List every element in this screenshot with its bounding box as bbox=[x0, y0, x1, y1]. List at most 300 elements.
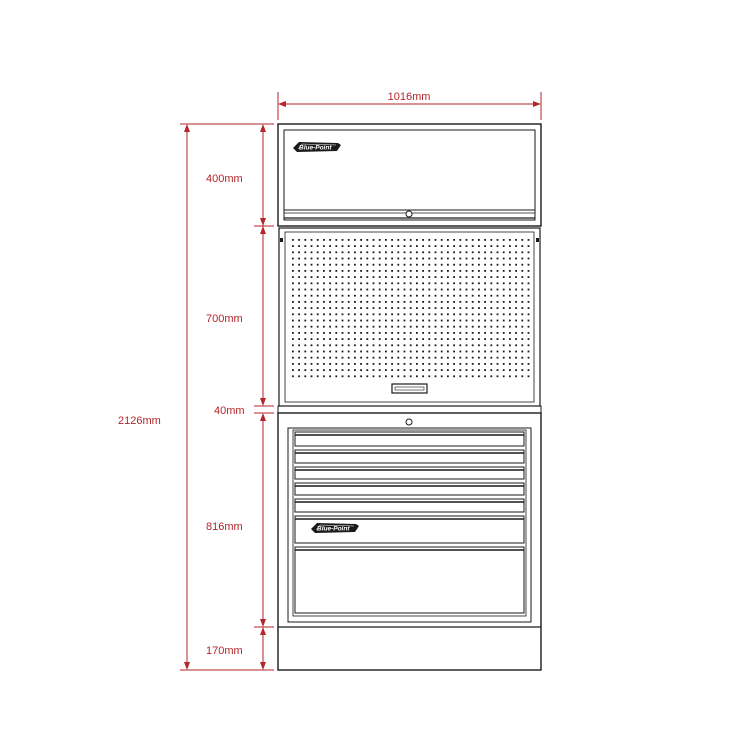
peg-hole bbox=[335, 245, 337, 247]
peg-hole bbox=[342, 289, 344, 291]
width-label: 1016mm bbox=[387, 91, 431, 103]
peg-hole bbox=[323, 375, 325, 377]
peg-hole bbox=[342, 363, 344, 365]
peg-hole bbox=[528, 245, 530, 247]
total-height-dimension bbox=[118, 124, 274, 670]
peg-hole bbox=[379, 282, 381, 284]
peg-hole bbox=[304, 313, 306, 315]
peg-hole bbox=[509, 295, 511, 297]
peg-hole bbox=[521, 338, 523, 340]
peg-hole bbox=[435, 363, 437, 365]
peg-hole bbox=[497, 289, 499, 291]
peg-hole bbox=[515, 344, 517, 346]
peg-hole bbox=[503, 251, 505, 253]
peg-hole bbox=[329, 326, 331, 328]
peg-hole bbox=[459, 301, 461, 303]
peg-hole bbox=[354, 307, 356, 309]
peg-hole bbox=[422, 245, 424, 247]
peg-hole bbox=[354, 264, 356, 266]
peg-hole bbox=[311, 338, 313, 340]
peg-hole bbox=[441, 338, 443, 340]
peg-hole bbox=[441, 332, 443, 334]
peg-hole bbox=[484, 351, 486, 353]
segment-label-top-cabinet: 400mm bbox=[206, 173, 243, 185]
peg-hole bbox=[298, 326, 300, 328]
peg-hole bbox=[521, 313, 523, 315]
peg-hole bbox=[391, 301, 393, 303]
peg-hole bbox=[323, 326, 325, 328]
peg-hole bbox=[459, 351, 461, 353]
peg-hole bbox=[441, 264, 443, 266]
peg-hole bbox=[360, 313, 362, 315]
peg-hole bbox=[373, 245, 375, 247]
peg-hole bbox=[404, 270, 406, 272]
peg-hole bbox=[348, 351, 350, 353]
peg-hole bbox=[366, 251, 368, 253]
peg-hole bbox=[472, 251, 474, 253]
peg-hole bbox=[335, 320, 337, 322]
peg-hole bbox=[490, 307, 492, 309]
peg-hole bbox=[366, 307, 368, 309]
peg-hole bbox=[515, 375, 517, 377]
peg-hole bbox=[373, 351, 375, 353]
peg-hole bbox=[428, 251, 430, 253]
peg-hole bbox=[410, 245, 412, 247]
peg-hole bbox=[441, 320, 443, 322]
peg-hole bbox=[466, 320, 468, 322]
peg-hole bbox=[478, 258, 480, 260]
drawer[interactable] bbox=[295, 432, 524, 446]
peg-hole bbox=[391, 351, 393, 353]
peg-hole bbox=[466, 282, 468, 284]
peg-hole bbox=[292, 357, 294, 359]
peg-hole bbox=[428, 276, 430, 278]
peg-hole bbox=[428, 282, 430, 284]
peg-hole bbox=[515, 301, 517, 303]
peg-hole bbox=[528, 363, 530, 365]
peg-hole bbox=[447, 276, 449, 278]
peg-hole bbox=[317, 270, 319, 272]
peg-hole bbox=[478, 295, 480, 297]
peg-hole bbox=[453, 313, 455, 315]
peg-hole bbox=[472, 326, 474, 328]
peg-hole bbox=[453, 351, 455, 353]
peg-hole bbox=[515, 276, 517, 278]
peg-hole bbox=[472, 289, 474, 291]
peg-hole bbox=[459, 239, 461, 241]
peg-hole bbox=[478, 351, 480, 353]
peg-hole bbox=[323, 320, 325, 322]
peg-hole bbox=[348, 313, 350, 315]
peg-hole bbox=[385, 301, 387, 303]
peg-hole bbox=[342, 338, 344, 340]
peg-hole bbox=[435, 239, 437, 241]
peg-hole bbox=[422, 289, 424, 291]
peg-hole bbox=[410, 276, 412, 278]
peg-hole bbox=[416, 313, 418, 315]
drawer[interactable] bbox=[295, 467, 524, 479]
peg-hole bbox=[397, 332, 399, 334]
peg-hole bbox=[354, 270, 356, 272]
peg-hole bbox=[497, 375, 499, 377]
peg-hole bbox=[335, 344, 337, 346]
peg-hole bbox=[379, 239, 381, 241]
peg-hole bbox=[317, 357, 319, 359]
peg-hole bbox=[497, 251, 499, 253]
peg-hole bbox=[397, 313, 399, 315]
peg-hole bbox=[503, 351, 505, 353]
peg-hole bbox=[478, 307, 480, 309]
peg-hole bbox=[447, 363, 449, 365]
peg-hole bbox=[298, 258, 300, 260]
peg-hole bbox=[335, 251, 337, 253]
peg-hole bbox=[342, 326, 344, 328]
peg-hole bbox=[311, 239, 313, 241]
peg-hole bbox=[373, 270, 375, 272]
peg-hole bbox=[466, 251, 468, 253]
peg-hole bbox=[478, 245, 480, 247]
peg-hole bbox=[509, 301, 511, 303]
peg-hole bbox=[497, 326, 499, 328]
peg-hole bbox=[503, 276, 505, 278]
logo-text: Blue-Point bbox=[299, 144, 332, 152]
peg-hole bbox=[354, 313, 356, 315]
peg-hole bbox=[466, 338, 468, 340]
peg-hole bbox=[391, 282, 393, 284]
peg-hole bbox=[335, 357, 337, 359]
peg-hole bbox=[472, 369, 474, 371]
peg-hole bbox=[373, 282, 375, 284]
peg-hole bbox=[497, 357, 499, 359]
peg-hole bbox=[428, 264, 430, 266]
peg-hole bbox=[342, 332, 344, 334]
peg-hole bbox=[521, 245, 523, 247]
peg-hole bbox=[410, 307, 412, 309]
peg-hole bbox=[379, 363, 381, 365]
peg-hole bbox=[379, 332, 381, 334]
peg-hole bbox=[397, 251, 399, 253]
peg-hole bbox=[354, 301, 356, 303]
peg-hole bbox=[311, 351, 313, 353]
peg-hole bbox=[528, 320, 530, 322]
peg-hole bbox=[435, 258, 437, 260]
peg-hole bbox=[503, 295, 505, 297]
peg-hole bbox=[453, 344, 455, 346]
peg-hole bbox=[459, 326, 461, 328]
peg-hole bbox=[509, 264, 511, 266]
peg-hole bbox=[298, 338, 300, 340]
peg-hole bbox=[422, 344, 424, 346]
peg-hole bbox=[354, 245, 356, 247]
peg-hole bbox=[354, 375, 356, 377]
peg-hole bbox=[298, 270, 300, 272]
peg-hole bbox=[447, 282, 449, 284]
peg-hole bbox=[422, 320, 424, 322]
peg-hole bbox=[373, 307, 375, 309]
peg-hole bbox=[435, 369, 437, 371]
peg-hole bbox=[373, 326, 375, 328]
peg-hole bbox=[354, 251, 356, 253]
peg-hole bbox=[416, 320, 418, 322]
peg-hole bbox=[391, 276, 393, 278]
peg-hole bbox=[466, 295, 468, 297]
segment-dimension-line bbox=[254, 124, 274, 670]
peg-hole bbox=[528, 239, 530, 241]
peg-hole bbox=[292, 289, 294, 291]
peg-hole bbox=[292, 301, 294, 303]
peg-hole bbox=[410, 251, 412, 253]
peg-hole bbox=[292, 351, 294, 353]
peg-hole bbox=[484, 251, 486, 253]
peg-hole bbox=[391, 307, 393, 309]
peg-hole bbox=[329, 301, 331, 303]
peg-hole bbox=[466, 313, 468, 315]
peg-hole bbox=[317, 351, 319, 353]
peg-hole bbox=[497, 313, 499, 315]
peg-hole bbox=[292, 276, 294, 278]
peg-hole bbox=[342, 344, 344, 346]
peg-hole bbox=[509, 338, 511, 340]
peg-hole bbox=[360, 270, 362, 272]
peg-hole bbox=[360, 282, 362, 284]
peg-hole bbox=[366, 326, 368, 328]
peg-hole bbox=[509, 276, 511, 278]
peg-hole bbox=[478, 332, 480, 334]
drawer[interactable] bbox=[295, 499, 524, 512]
peg-hole bbox=[366, 357, 368, 359]
peg-hole bbox=[292, 239, 294, 241]
peg-hole bbox=[441, 270, 443, 272]
peg-hole bbox=[348, 357, 350, 359]
peg-hole bbox=[329, 338, 331, 340]
peg-hole bbox=[515, 264, 517, 266]
peg-hole bbox=[348, 245, 350, 247]
peg-hole bbox=[478, 338, 480, 340]
peg-hole bbox=[329, 258, 331, 260]
peg-hole bbox=[447, 245, 449, 247]
peg-hole bbox=[329, 357, 331, 359]
peg-hole bbox=[354, 276, 356, 278]
peg-hole bbox=[348, 332, 350, 334]
peg-hole bbox=[379, 357, 381, 359]
peg-hole bbox=[329, 276, 331, 278]
peg-hole bbox=[453, 363, 455, 365]
peg-hole bbox=[497, 320, 499, 322]
peg-hole bbox=[453, 282, 455, 284]
peg-hole bbox=[484, 332, 486, 334]
peg-hole bbox=[521, 307, 523, 309]
peg-hole bbox=[453, 251, 455, 253]
peg-hole bbox=[323, 251, 325, 253]
peg-hole bbox=[366, 245, 368, 247]
peg-hole bbox=[410, 295, 412, 297]
peg-hole bbox=[416, 301, 418, 303]
peg-hole bbox=[373, 301, 375, 303]
peg-hole bbox=[472, 357, 474, 359]
peg-hole bbox=[397, 320, 399, 322]
peg-hole bbox=[521, 363, 523, 365]
peg-hole bbox=[292, 282, 294, 284]
peg-hole bbox=[503, 301, 505, 303]
peg-hole bbox=[366, 313, 368, 315]
peg-hole bbox=[329, 251, 331, 253]
peg-hole bbox=[422, 369, 424, 371]
peg-hole bbox=[509, 245, 511, 247]
peg-hole bbox=[385, 282, 387, 284]
peg-hole bbox=[459, 357, 461, 359]
peg-hole bbox=[490, 326, 492, 328]
peg-hole bbox=[453, 258, 455, 260]
peg-hole bbox=[478, 270, 480, 272]
peg-hole bbox=[466, 245, 468, 247]
peg-hole bbox=[354, 369, 356, 371]
peg-hole bbox=[366, 338, 368, 340]
peg-hole bbox=[515, 289, 517, 291]
peg-hole bbox=[509, 307, 511, 309]
peg-hole bbox=[323, 332, 325, 334]
peg-hole bbox=[528, 338, 530, 340]
peg-hole bbox=[292, 369, 294, 371]
peg-hole bbox=[484, 295, 486, 297]
peg-hole bbox=[317, 332, 319, 334]
peg-hole bbox=[459, 258, 461, 260]
peg-hole bbox=[490, 301, 492, 303]
peg-hole bbox=[354, 289, 356, 291]
peg-hole bbox=[304, 332, 306, 334]
peg-hole bbox=[441, 251, 443, 253]
peg-hole bbox=[311, 245, 313, 247]
peg-hole bbox=[360, 375, 362, 377]
peg-hole bbox=[348, 251, 350, 253]
peg-hole bbox=[466, 332, 468, 334]
peg-hole bbox=[329, 239, 331, 241]
peg-hole bbox=[422, 326, 424, 328]
peg-hole bbox=[304, 320, 306, 322]
peg-hole bbox=[317, 369, 319, 371]
peg-hole bbox=[348, 239, 350, 241]
peg-hole bbox=[397, 301, 399, 303]
drawer[interactable] bbox=[295, 450, 524, 463]
peg-hole bbox=[391, 320, 393, 322]
peg-hole bbox=[298, 282, 300, 284]
peg-hole bbox=[453, 357, 455, 359]
peg-hole bbox=[342, 307, 344, 309]
peg-hole bbox=[497, 270, 499, 272]
peg-hole bbox=[354, 344, 356, 346]
peg-hole bbox=[404, 369, 406, 371]
peg-hole bbox=[397, 289, 399, 291]
peg-hole bbox=[404, 276, 406, 278]
peg-hole bbox=[304, 363, 306, 365]
peg-hole bbox=[521, 351, 523, 353]
peg-hole bbox=[404, 258, 406, 260]
peg-hole bbox=[422, 270, 424, 272]
peg-hole bbox=[397, 351, 399, 353]
peg-hole bbox=[528, 326, 530, 328]
peg-hole bbox=[490, 245, 492, 247]
peg-hole bbox=[410, 375, 412, 377]
peg-hole bbox=[304, 270, 306, 272]
peg-hole bbox=[311, 307, 313, 309]
peg-hole bbox=[428, 320, 430, 322]
peg-hole bbox=[329, 375, 331, 377]
peg-hole bbox=[447, 332, 449, 334]
peg-hole bbox=[329, 363, 331, 365]
peg-hole bbox=[453, 369, 455, 371]
peg-hole bbox=[435, 313, 437, 315]
peg-hole bbox=[323, 313, 325, 315]
peg-hole bbox=[441, 363, 443, 365]
peg-hole bbox=[404, 301, 406, 303]
peg-hole bbox=[317, 258, 319, 260]
peg-hole bbox=[304, 357, 306, 359]
peg-hole bbox=[422, 307, 424, 309]
peg-hole bbox=[391, 369, 393, 371]
peg-hole bbox=[509, 320, 511, 322]
peg-hole bbox=[385, 332, 387, 334]
peg-hole bbox=[366, 332, 368, 334]
dimension-lines bbox=[118, 91, 541, 670]
peg-hole bbox=[428, 295, 430, 297]
peg-hole bbox=[503, 245, 505, 247]
peg-hole bbox=[515, 245, 517, 247]
peg-hole bbox=[379, 245, 381, 247]
peg-hole bbox=[373, 338, 375, 340]
peg-hole bbox=[317, 251, 319, 253]
peg-hole bbox=[428, 270, 430, 272]
peg-hole bbox=[298, 351, 300, 353]
drawer[interactable] bbox=[295, 547, 524, 613]
peg-hole bbox=[311, 276, 313, 278]
peg-hole bbox=[478, 264, 480, 266]
peg-hole bbox=[478, 313, 480, 315]
peg-hole bbox=[335, 363, 337, 365]
peg-hole bbox=[459, 264, 461, 266]
peg-hole bbox=[292, 270, 294, 272]
peg-hole bbox=[323, 307, 325, 309]
peg-hole bbox=[472, 276, 474, 278]
peg-hole bbox=[354, 282, 356, 284]
peg-hole bbox=[453, 270, 455, 272]
peg-hole bbox=[304, 326, 306, 328]
peg-hole bbox=[422, 276, 424, 278]
peg-hole bbox=[447, 239, 449, 241]
peg-hole bbox=[323, 351, 325, 353]
peg-hole bbox=[422, 363, 424, 365]
peg-hole bbox=[304, 258, 306, 260]
peg-hole bbox=[497, 282, 499, 284]
peg-hole bbox=[329, 282, 331, 284]
peg-hole bbox=[397, 307, 399, 309]
peg-hole bbox=[311, 375, 313, 377]
peg-hole bbox=[404, 264, 406, 266]
peg-hole bbox=[342, 357, 344, 359]
peg-hole bbox=[528, 307, 530, 309]
peg-hole bbox=[459, 289, 461, 291]
peg-hole bbox=[292, 375, 294, 377]
peg-hole bbox=[490, 264, 492, 266]
peg-hole bbox=[354, 239, 356, 241]
peg-hole bbox=[397, 326, 399, 328]
peg-hole bbox=[447, 313, 449, 315]
drawer[interactable] bbox=[295, 483, 524, 495]
peg-hole bbox=[490, 344, 492, 346]
peg-hole bbox=[391, 239, 393, 241]
peg-hole bbox=[391, 264, 393, 266]
peg-hole bbox=[503, 332, 505, 334]
peg-hole bbox=[304, 338, 306, 340]
peg-hole bbox=[379, 351, 381, 353]
